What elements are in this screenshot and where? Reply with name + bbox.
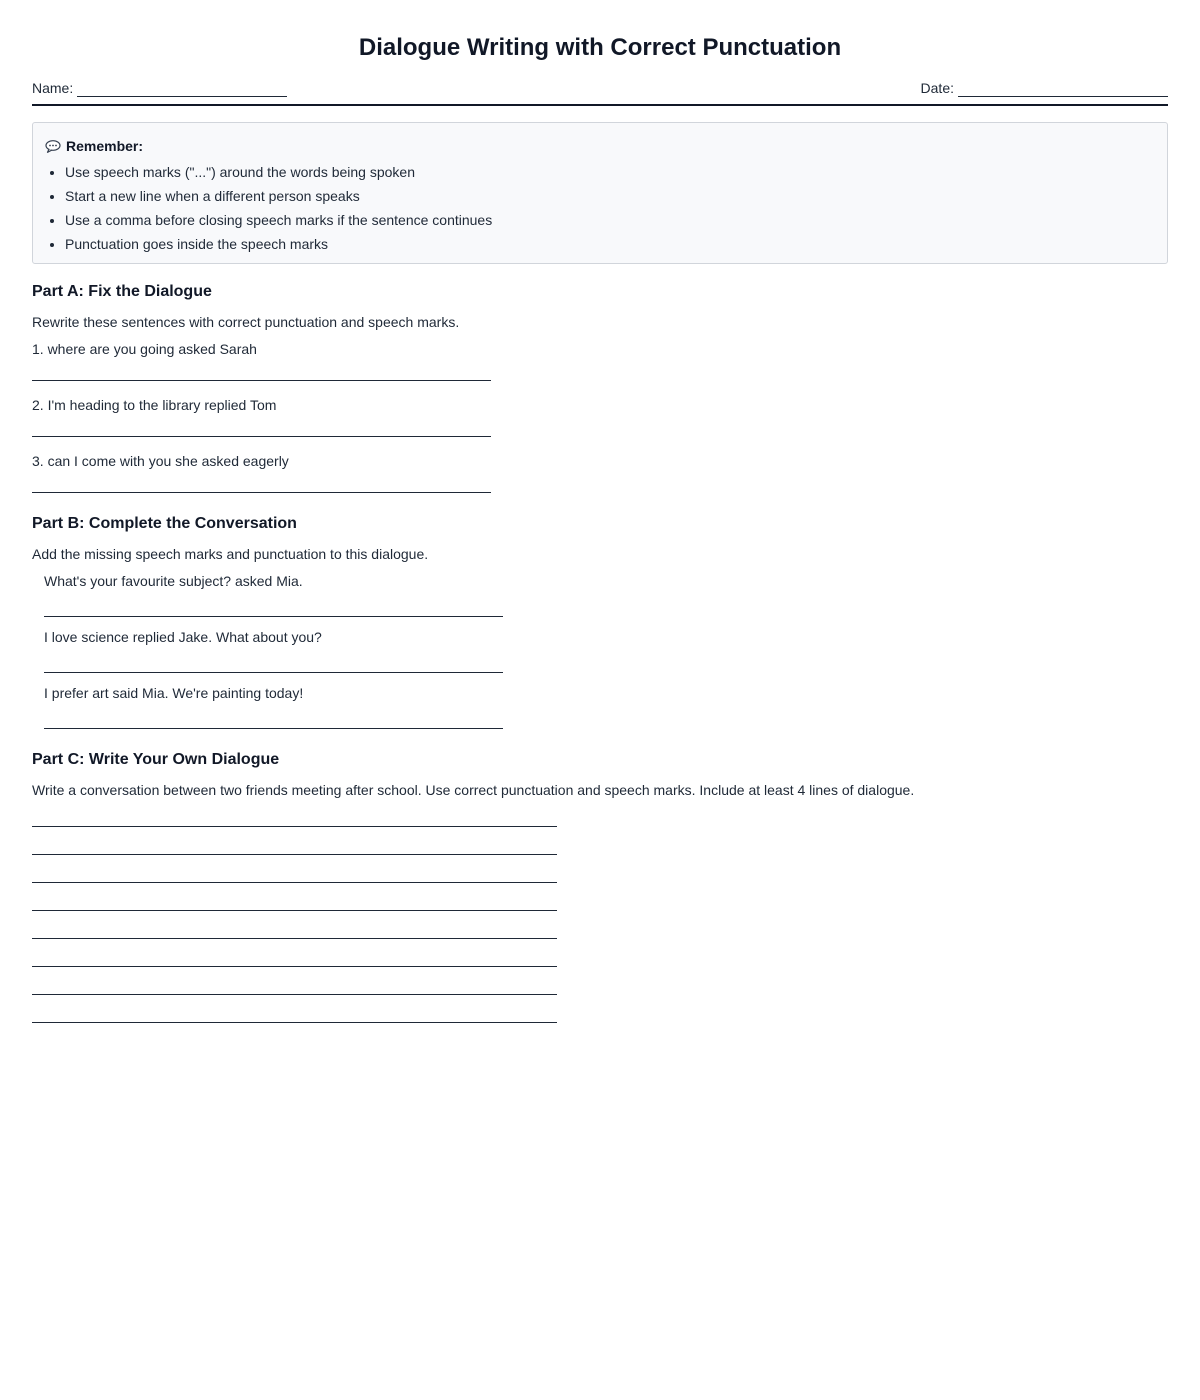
part-a-question: 2. I'm heading to the library replied Tom xyxy=(32,397,277,413)
reminder-box xyxy=(32,122,1168,264)
date-field xyxy=(921,79,1168,97)
part-c-heading: Part C: Write Your Own Dialogue xyxy=(32,751,280,768)
part-a-question: 1. where are you going asked Sarah xyxy=(32,341,257,357)
student-info-row xyxy=(32,79,1168,103)
part-a-instructions: Rewrite these sentences with correct punctuation and speech marks. xyxy=(32,314,460,330)
part-c-writing-line[interactable] xyxy=(32,910,557,911)
part-c-writing-line[interactable] xyxy=(32,966,557,967)
part-a-answer-line[interactable] xyxy=(32,380,491,381)
part-b-answer-line[interactable] xyxy=(44,728,503,729)
reminder-item: • Start a new line when a different person speaks xyxy=(65,184,492,208)
part-a-answer-line[interactable] xyxy=(32,436,491,437)
part-c-writing-line[interactable] xyxy=(32,854,557,855)
part-a-heading: Part A: Fix the Dialogue xyxy=(32,283,212,300)
header-divider xyxy=(32,104,1168,106)
part-c-writing-line[interactable] xyxy=(32,826,557,827)
name-label: Name: xyxy=(32,80,74,96)
part-a-answer-line[interactable] xyxy=(32,492,491,493)
page-title: Dialogue Writing with Correct Punctuation xyxy=(358,34,842,61)
part-b-dialogue-line: I love science replied Jake. What about you? xyxy=(44,629,322,645)
part-c-instructions: Write a conversation between two friends meeting after school. Use correct punctuation and speech marks. Include at least 4 lines of dialogue. xyxy=(32,782,915,798)
reminder-heading xyxy=(45,137,143,155)
part-c-section xyxy=(32,750,1168,799)
part-a-question: 3. can I come with you she asked eagerly xyxy=(32,453,289,469)
part-b-instructions: Add the missing speech marks and punctuation to this dialogue. xyxy=(32,546,429,562)
reminder-item: • Punctuation goes inside the speech marks xyxy=(65,232,492,256)
part-c-writing-line[interactable] xyxy=(32,1022,557,1023)
reminder-item: • Use speech marks ("...") around the words being spoken xyxy=(65,160,492,184)
part-b-answer-line[interactable] xyxy=(44,616,503,617)
part-b-section xyxy=(32,514,1168,701)
reminder-item: • Use a comma before closing speech marks if the sentence continues xyxy=(65,208,492,232)
part-a-section xyxy=(32,282,1168,469)
part-b-dialogue-line: I prefer art said Mia. We're painting today! xyxy=(44,685,304,701)
date-blank-line[interactable] xyxy=(958,81,1168,97)
worksheet-page xyxy=(32,0,1168,798)
speech-bubble-icon xyxy=(45,140,61,153)
part-c-writing-line[interactable] xyxy=(32,882,557,883)
name-blank-line[interactable] xyxy=(77,81,287,97)
part-b-heading: Part B: Complete the Conversation xyxy=(32,515,297,532)
part-c-writing-line[interactable] xyxy=(32,938,557,939)
part-b-answer-line[interactable] xyxy=(44,672,503,673)
part-c-writing-line[interactable] xyxy=(32,994,557,995)
date-label: Date: xyxy=(920,80,954,96)
part-b-dialogue-line: What's your favourite subject? asked Mia. xyxy=(44,573,303,589)
name-field xyxy=(32,79,287,97)
reminder-heading-text: Remember: xyxy=(66,138,144,154)
reminder-list xyxy=(33,160,492,256)
